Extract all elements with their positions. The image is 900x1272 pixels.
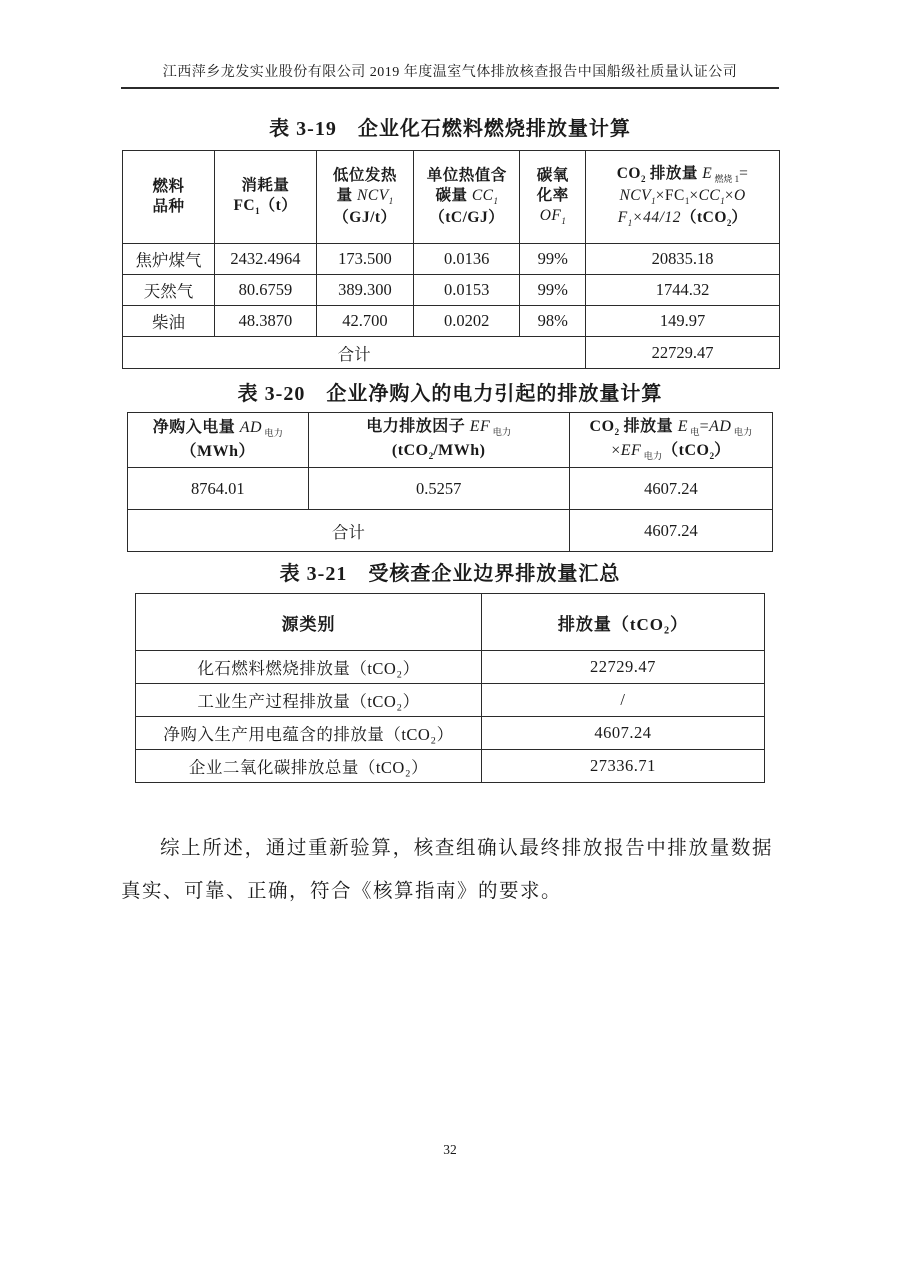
cell-fuel: 柴油 [123,306,215,337]
cell-source: 企业二氧化碳排放总量（tCO₂） [136,750,482,783]
cell-consumption: 80.6759 [214,275,316,306]
table-row-industrial-process [136,684,765,717]
table-boundary-emissions-summary [135,593,765,783]
cell-emission: 149.97 [586,306,780,337]
table-row-total-co2 [136,750,765,783]
header-emission-amount: 排放量（tCO₂） [481,594,764,651]
table-row-coke-oven-gas [123,244,780,275]
cell-source: 工业生产过程排放量（tCO₂） [136,684,482,717]
cell-consumption: 2432.4964 [214,244,316,275]
cell-of: 99% [520,244,586,275]
cell-amount: / [481,684,764,717]
table-header-row [136,594,765,651]
total-label: 合计 [128,510,570,552]
cell-fuel: 天然气 [123,275,215,306]
page-header-text: 江西萍乡龙发实业股份有限公司 2019 年度温室气体排放核查报告中国船级社质量认证公司 [162,65,738,80]
cell-activity-data: 8764.01 [128,468,309,510]
cell-cc: 0.0202 [414,306,520,337]
cell-amount: 4607.24 [481,717,764,750]
cell-cc: 0.0153 [414,275,520,306]
header-consumption-fc1: 消耗量 $FC_1(t)$ [214,151,316,244]
header-fuel-type: 燃料 品种 [123,151,215,244]
header-electricity-emission-factor: 电力排放因子 EF $_{电力}$ (tCO$_2$/MWh) [308,413,569,468]
cell-emission: 20835.18 [586,244,780,275]
header-net-purchased-electricity: 净购入电量 AD $_{电力}$ （MWh） [128,413,309,468]
conclusion-paragraph: 综上所述，通过重新验算，核查组确认最终排放报告中排放量数据真实、可靠、正确，符合《核算指南》的要求。 [121,838,773,902]
header-oxidation-rate-of1: 碳氧 化率 $OF_1$ [520,151,586,244]
cell-source: 化石燃料燃烧排放量（tCO₂） [136,651,482,684]
cell-ncv: 173.500 [316,244,413,275]
header-ncv1: 低位发热 量 $NCV_1$ （GJ/t） [316,151,413,244]
page-number: 32 [443,1142,457,1157]
table-header-row [123,151,780,244]
table-3-20-title: 表 3-20 企业净购入的电力引起的排放量计算 [237,383,663,405]
table-total-row [123,337,780,369]
table-header-row [128,413,773,468]
cell-ncv: 389.300 [316,275,413,306]
table-row-diesel [123,306,780,337]
total-value: 4607.24 [569,510,772,552]
cell-consumption: 48.3870 [214,306,316,337]
cell-emission: 4607.24 [569,468,772,510]
cell-of: 98% [520,306,586,337]
cell-of: 99% [520,275,586,306]
header-co2-emission-formula: $CO_2$ 排放量 E $_{燃烧 1}$= $NCV_1\times FC_1\times CC_1\times O$ $F_1\times 44/12(tCO_2)$ [586,151,780,244]
table-row-fossil-fuel [136,651,765,684]
table-3-21-title: 表 3-21 受核查企业边界排放量汇总 [279,563,621,585]
cell-cc: 0.0136 [414,244,520,275]
table-total-row [128,510,773,552]
table-fossil-fuel-combustion-emissions [122,150,780,369]
cell-emission: 1744.32 [586,275,780,306]
page-header [121,61,779,89]
header-carbon-content-cc1: 单位热值含 碳量 $CC_1$ （tC/GJ） [414,151,520,244]
table-purchased-electricity-emissions [127,412,773,552]
header-co2-emission-formula: $CO_2$ 排放量 E $_电$=AD $_{电力}$ ×EF $_{电力}$（tCO$_2$） [569,413,772,468]
cell-fuel: 焦炉煤气 [123,244,215,275]
table-3-19-title: 表 3-19 企业化石燃料燃烧排放量计算 [269,118,631,140]
total-value: 22729.47 [586,337,780,369]
cell-amount: 27336.71 [481,750,764,783]
cell-ncv: 42.700 [316,306,413,337]
cell-source: 净购入生产用电蕴含的排放量（tCO₂） [136,717,482,750]
table-row-natural-gas [123,275,780,306]
table-row-electricity [128,468,773,510]
cell-emission-factor: 0.5257 [308,468,569,510]
header-source-category: 源类别 [136,594,482,651]
cell-amount: 22729.47 [481,651,764,684]
table-row-purchased-electricity [136,717,765,750]
total-label: 合计 [123,337,586,369]
